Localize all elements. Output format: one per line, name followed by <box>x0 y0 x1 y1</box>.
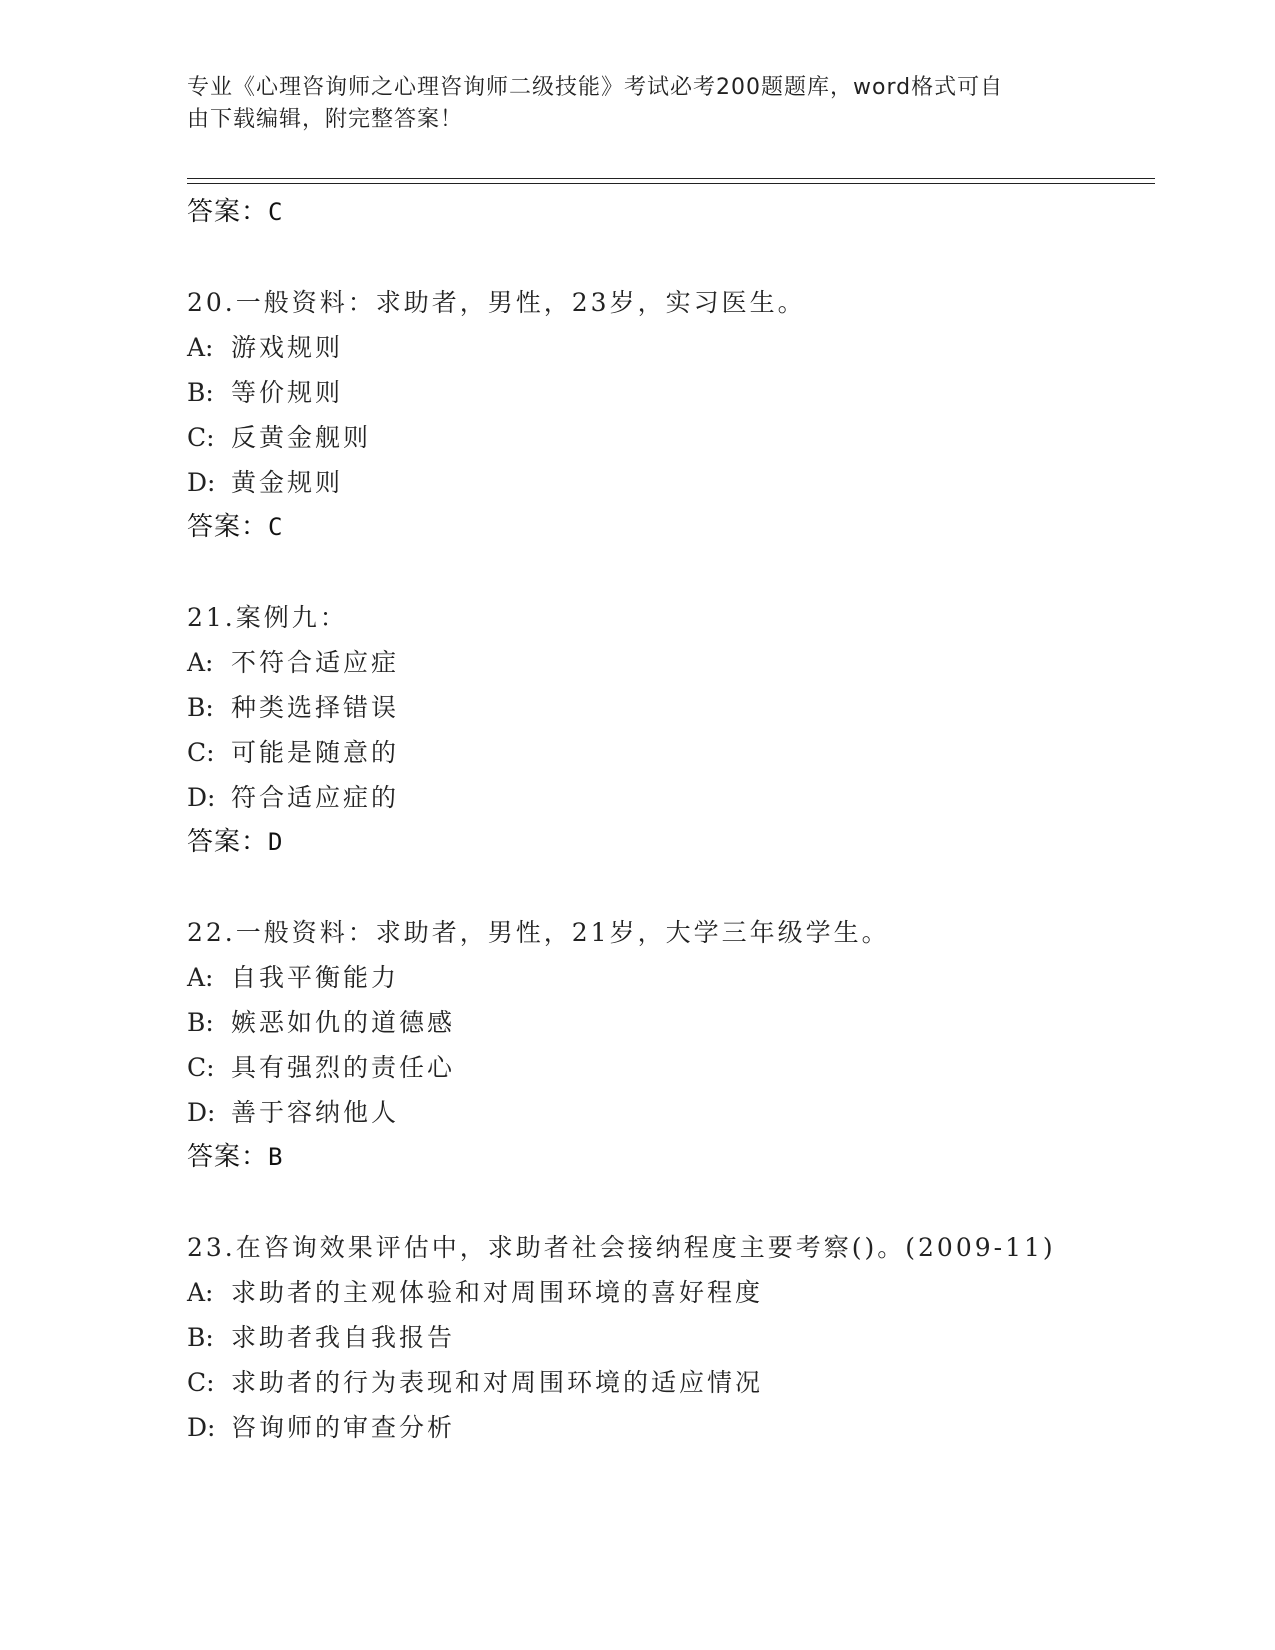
answer-value: B <box>268 1143 284 1171</box>
option-letter: A: <box>187 648 214 677</box>
question-title: 22.一般资料：求助者，男性，21岁，大学三年级学生。 <box>187 918 890 947</box>
option-letter: B: <box>187 1323 214 1352</box>
answer-label: 答案： <box>187 1142 269 1172</box>
option-item <box>187 955 1147 1000</box>
option-letter: C: <box>187 738 215 767</box>
option-text: 求助者的行为表现和对周围环境的适应情况 <box>231 1368 764 1397</box>
option-item <box>187 1090 1147 1135</box>
option-letter: C: <box>187 423 215 452</box>
option-item <box>187 1405 1147 1450</box>
question-title: 21.案例九： <box>187 603 348 632</box>
option-text: 不符合适应症 <box>231 648 400 677</box>
header-line-1: 专业《心理咨询师之心理咨询师二级技能》考试必考200题题库，word格式可自 <box>187 75 1004 100</box>
option-text: 求助者的主观体验和对周围环境的喜好程度 <box>231 1278 764 1307</box>
header-rule-top <box>187 178 1155 179</box>
header-rule-bottom <box>187 183 1155 184</box>
option-letter: D: <box>187 1098 216 1127</box>
question-block <box>187 595 1147 864</box>
option-letter: B: <box>187 1008 214 1037</box>
option-letter: C: <box>187 1053 215 1082</box>
question-block <box>187 910 1147 1179</box>
header-line-2: 由下载编辑，附完整答案！ <box>187 107 464 132</box>
answer-label: 答案： <box>187 827 269 857</box>
option-text: 嫉恶如仇的道德感 <box>231 1008 456 1037</box>
question-list <box>187 190 1147 1450</box>
option-item <box>187 1000 1147 1045</box>
answer-value: C <box>268 198 284 226</box>
question-title: 23.在咨询效果评估中，求助者社会接纳程度主要考察()。(2009-11) <box>187 1233 1056 1262</box>
option-letter: A: <box>187 963 214 992</box>
option-item <box>187 685 1147 730</box>
option-text: 反黄金舰则 <box>231 423 372 452</box>
option-item <box>187 1315 1147 1360</box>
option-letter: B: <box>187 693 214 722</box>
option-text: 善于容纳他人 <box>231 1098 400 1127</box>
option-letter: B: <box>187 378 214 407</box>
answer-value: C <box>268 513 284 541</box>
option-letter: D: <box>187 783 216 812</box>
answer-label: 答案： <box>187 512 269 542</box>
option-item <box>187 370 1147 415</box>
option-item <box>187 640 1147 685</box>
answer-value: D <box>268 828 284 856</box>
option-letter: C: <box>187 1368 215 1397</box>
option-text: 等价规则 <box>231 378 344 407</box>
option-text: 求助者我自我报告 <box>231 1323 456 1352</box>
answer-line <box>187 505 1147 549</box>
question-title: 20.一般资料：求助者，男性，23岁，实习医生。 <box>187 288 806 317</box>
option-text: 符合适应症的 <box>231 783 400 812</box>
option-item <box>187 1270 1147 1315</box>
option-letter: A: <box>187 333 214 362</box>
answer-line <box>187 1135 1147 1179</box>
option-item <box>187 325 1147 370</box>
answer-line <box>187 190 1147 234</box>
option-item <box>187 460 1147 505</box>
option-letter: D: <box>187 468 216 497</box>
option-text: 具有强烈的责任心 <box>231 1053 456 1082</box>
option-text: 黄金规则 <box>231 468 344 497</box>
option-item <box>187 1045 1147 1090</box>
question-block <box>187 1225 1147 1450</box>
answer-line <box>187 820 1147 864</box>
document-header <box>187 72 1067 136</box>
option-letter: D: <box>187 1413 216 1442</box>
option-text: 自我平衡能力 <box>231 963 400 992</box>
option-item <box>187 775 1147 820</box>
option-item <box>187 415 1147 460</box>
option-item <box>187 730 1147 775</box>
option-text: 可能是随意的 <box>231 738 400 767</box>
option-letter: A: <box>187 1278 214 1307</box>
option-text: 咨询师的审查分析 <box>231 1413 456 1442</box>
question-block <box>187 280 1147 549</box>
option-item <box>187 1360 1147 1405</box>
answer-label: 答案： <box>187 197 269 227</box>
option-text: 游戏规则 <box>231 333 344 362</box>
option-text: 种类选择错误 <box>231 693 400 722</box>
